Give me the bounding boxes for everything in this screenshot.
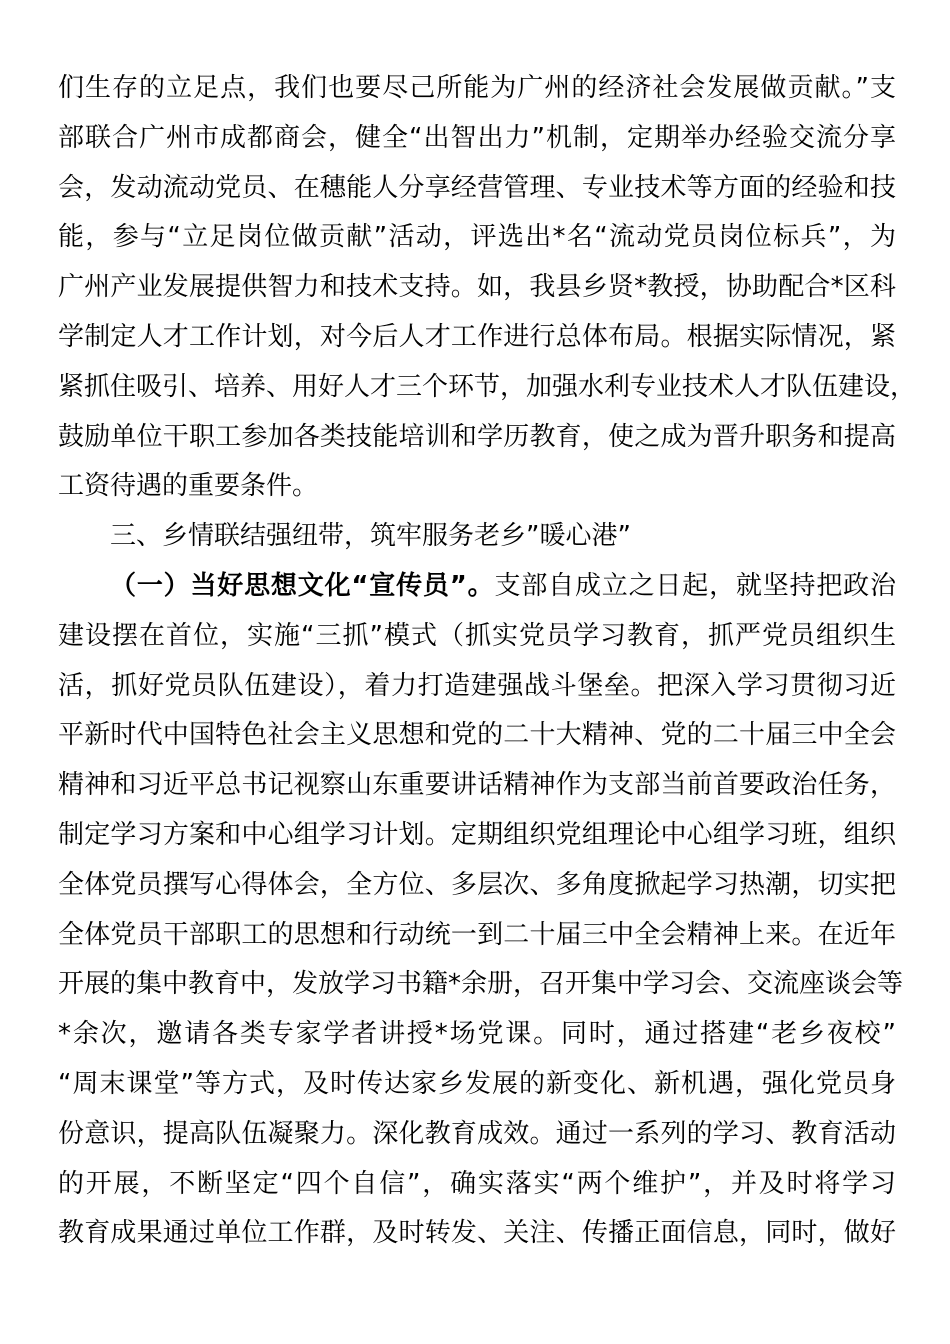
subsection-first-line-text: 支部自成立之日起，就坚持把政治 [494, 570, 896, 601]
subsection-line-8: 开展的集中教育中，发放学习书籍*余册，召开集中学习会、交流座谈会等 [58, 969, 904, 1000]
subsection-line-13: 教育成果通过单位工作群，及时转发、关注、传播正面信息，同时，做好 [58, 1218, 896, 1249]
paragraph-line-8: 鼓励单位干职工参加各类技能培训和学历教育，使之成为晋升职务和提高 [58, 421, 896, 452]
subsection-line-7: 全体党员干部职工的思想和行动统一到二十届三中全会精神上来。在近年 [58, 919, 896, 950]
paragraph-line-7: 紧抓住吸引、培养、用好人才三个环节，加强水利专业技术人才队伍建设， [58, 371, 917, 402]
document-body [58, 64, 917, 1259]
paragraph-line-6: 学制定人才工作计划，对今后人才工作进行总体布局。根据实际情况，紧 [58, 321, 896, 352]
subsection-line-10: “周末课堂”等方式，及时传达家乡发展的新变化、新机遇，强化党员身 [58, 1068, 896, 1099]
subsection-line-6: 全体党员撰写心得体会，全方位、多层次、多角度掀起学习热潮，切实把 [58, 869, 896, 900]
paragraph-line-5: 广州产业发展提供智力和技术支持。如，我县乡贤*教授，协助配合*区科 [58, 272, 896, 303]
subsection-first-line [58, 562, 896, 612]
subsection-line-1: 建设摆在首位，实施“三抓”模式（抓实党员学习教育，抓严党员组织生 [58, 620, 896, 651]
subsection-line-5: 制定学习方案和中心组学习计划。定期组织党组理论中心组学习班，组织 [58, 819, 896, 850]
section-heading: 三、乡情联结强纽带，筑牢服务老乡”暖心港” [110, 521, 631, 552]
subsection-line-9: *余次，邀请各类专家学者讲授*场党课。同时，通过搭建“老乡夜校” [58, 1019, 896, 1050]
subsection-line-3: 平新时代中国特色社会主义思想和党的二十大精神、党的二十届三中全会 [58, 720, 896, 751]
paragraph-line-1: 们生存的立足点，我们也要尽己所能为广州的经济社会发展做贡献。”支 [58, 73, 896, 103]
subsection-line-11: 份意识，提高队伍凝聚力。深化教育成效。通过一系列的学习、教育活动 [58, 1118, 896, 1149]
subsection-line-2: 活，抓好党员队伍建设），着力打造建强战斗堡垒。把深入学习贯彻习近 [58, 670, 896, 701]
paragraph-line-9: 工资待遇的重要条件。 [58, 471, 319, 502]
subsection-title: （一）当好思想文化“宣传员”。 [110, 570, 495, 601]
paragraph-line-3: 会，发动流动党员、在穗能人分享经营管理、专业技术等方面的经验和技 [58, 172, 896, 203]
paragraph-line-4: 能，参与“立足岗位做贡献”活动，评选出*名“流动党员岗位标兵”，为 [58, 222, 896, 253]
paragraph-line-2: 部联合广州市成都商会，健全“出智出力”机制，定期举办经验交流分享 [58, 122, 896, 153]
subsection-line-4: 精神和习近平总书记视察山东重要讲话精神作为支部当前首要政治任务， [58, 770, 896, 801]
subsection-line-12: 的开展，不断坚定“四个自信”，确实落实“两个维护”，并及时将学习 [58, 1168, 896, 1199]
